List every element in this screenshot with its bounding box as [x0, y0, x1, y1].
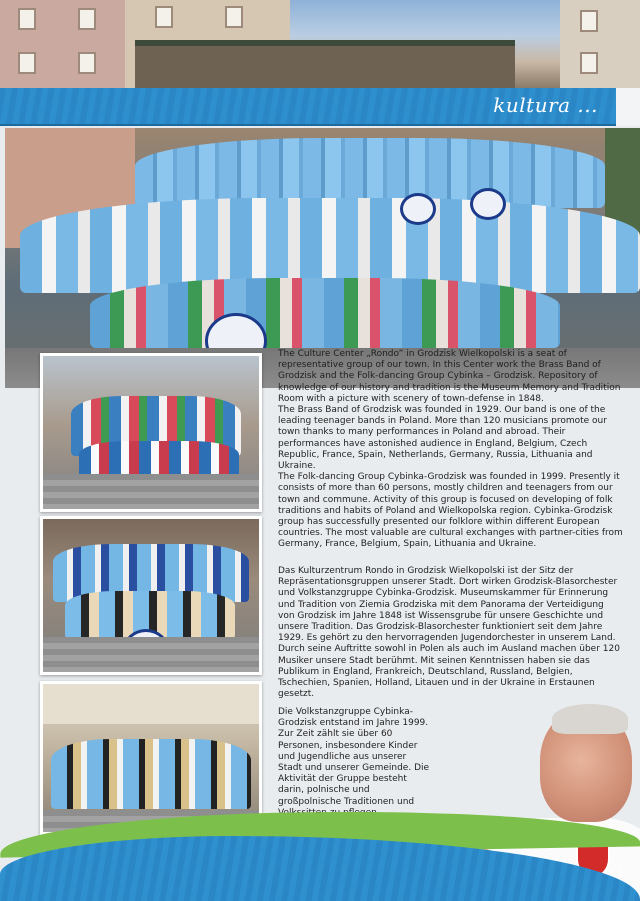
english-paragraph-3: The Folk-dancing Group Cybinka-Grodzisk was founded in 1999. Presently it consists of more than 60 persons, mostly children and teenagers from our town and commune. Activity of this group is focused on developing of folk traditions and habits of Poland and Wielkopolska region. Cybinka-Grodzisk group has successfully presented our folklore within different European countries. The most valuable are cultural exchanges with partner-cities from Germany, France, Belgium, Spain, Lithuania and Ukraine.	[278, 472, 623, 550]
band-front-row	[90, 278, 560, 348]
building-right	[560, 0, 640, 88]
german-text	[278, 566, 623, 700]
page-number: 11	[608, 865, 624, 879]
english-text	[278, 349, 623, 551]
stairs	[43, 474, 259, 509]
german-paragraph-2: Die Volkstanzgruppe Cybinka-Grodzisk entstand im Jahre 1999. Zur Zeit zählt sie über 60 Personen, insbesondere Kinder und Jugendliche aus unserer Stadt und unserer Gemeinde. Die Aktivität der Gruppe besteht darin, polnische und großpolnische Traditionen und	[278, 707, 430, 807]
stairs	[43, 637, 259, 672]
dance-group-photo-2	[40, 516, 262, 675]
german-paragraph-1: Das Kulturzentrum Rondo in Grodzisk Wielkopolski ist der Sitz der Repräsentationsgruppen unserer Stadt. Dort wirken Grodzisk-Blasorchester und Volkstanzgruppe Cybinka-Grodzisk. Museumskammer für Erinnerung und Tradition von Ziemia Grodziska mit dem Panorama der Verteidigung von Grodzisk im Jahre 1848 ist Wissensgrube für unsere Geschichte und unsere Tradition. Das Grodzisk-Blasorchester funktioniert seit dem Jahre 1929. Es gehört zu den hervorragenden Jugendorchester in unserem Land. Durch seine Auftritte sowohl in Polen als auch im Ausland machen über 120 Musiker unsere Stadt berühmt. Mit seinen Kenntnissen haben sie das Publikum in England, Frankreich, Deutschland, Russland, Belgien, Tschechien, Spanien, Holland, Litauen und in der Ukraine in Erstaunen gesetzt.	[278, 566, 620, 700]
snare-drum	[400, 193, 436, 225]
snare-drum	[470, 188, 506, 220]
english-paragraph-2: The Brass Band of Grodzisk was founded in 1929. Our band is one of the leading teenager bands in Poland. More than 120 musicians promote our town thanks to many performances in Poland and abroad. Their performances have astonished audience in England, Belgium, Czech Republic, France, Spain, Netherlands, Germany, Russia, Lithuania and Ukraine.	[278, 405, 607, 472]
english-paragraph-1: The Culture Center „Rondo” in Grodzisk Wielkopolski is a seat of representative group of our town. In this Center work the Brass Band of Grodzisk and the Folk-dancing Group Cybinka – Grodzisk. Repository of knowledge of our history and tradition is the Museum Memory and Tradition Room with a picture with scenery of town-defense in 1848.	[278, 349, 621, 404]
banner-edge	[616, 88, 640, 126]
building-facade	[43, 684, 259, 724]
building-left	[0, 0, 125, 88]
german-text-2	[278, 707, 433, 819]
town-square-photo	[0, 0, 640, 88]
dance-group-photo-1	[40, 353, 262, 512]
band-members	[51, 739, 251, 809]
dance-group-photo-3	[40, 681, 262, 835]
section-title: kultura ...	[493, 93, 598, 117]
hair	[552, 704, 628, 734]
section-banner	[0, 88, 616, 126]
pavilion-roof	[135, 40, 515, 88]
